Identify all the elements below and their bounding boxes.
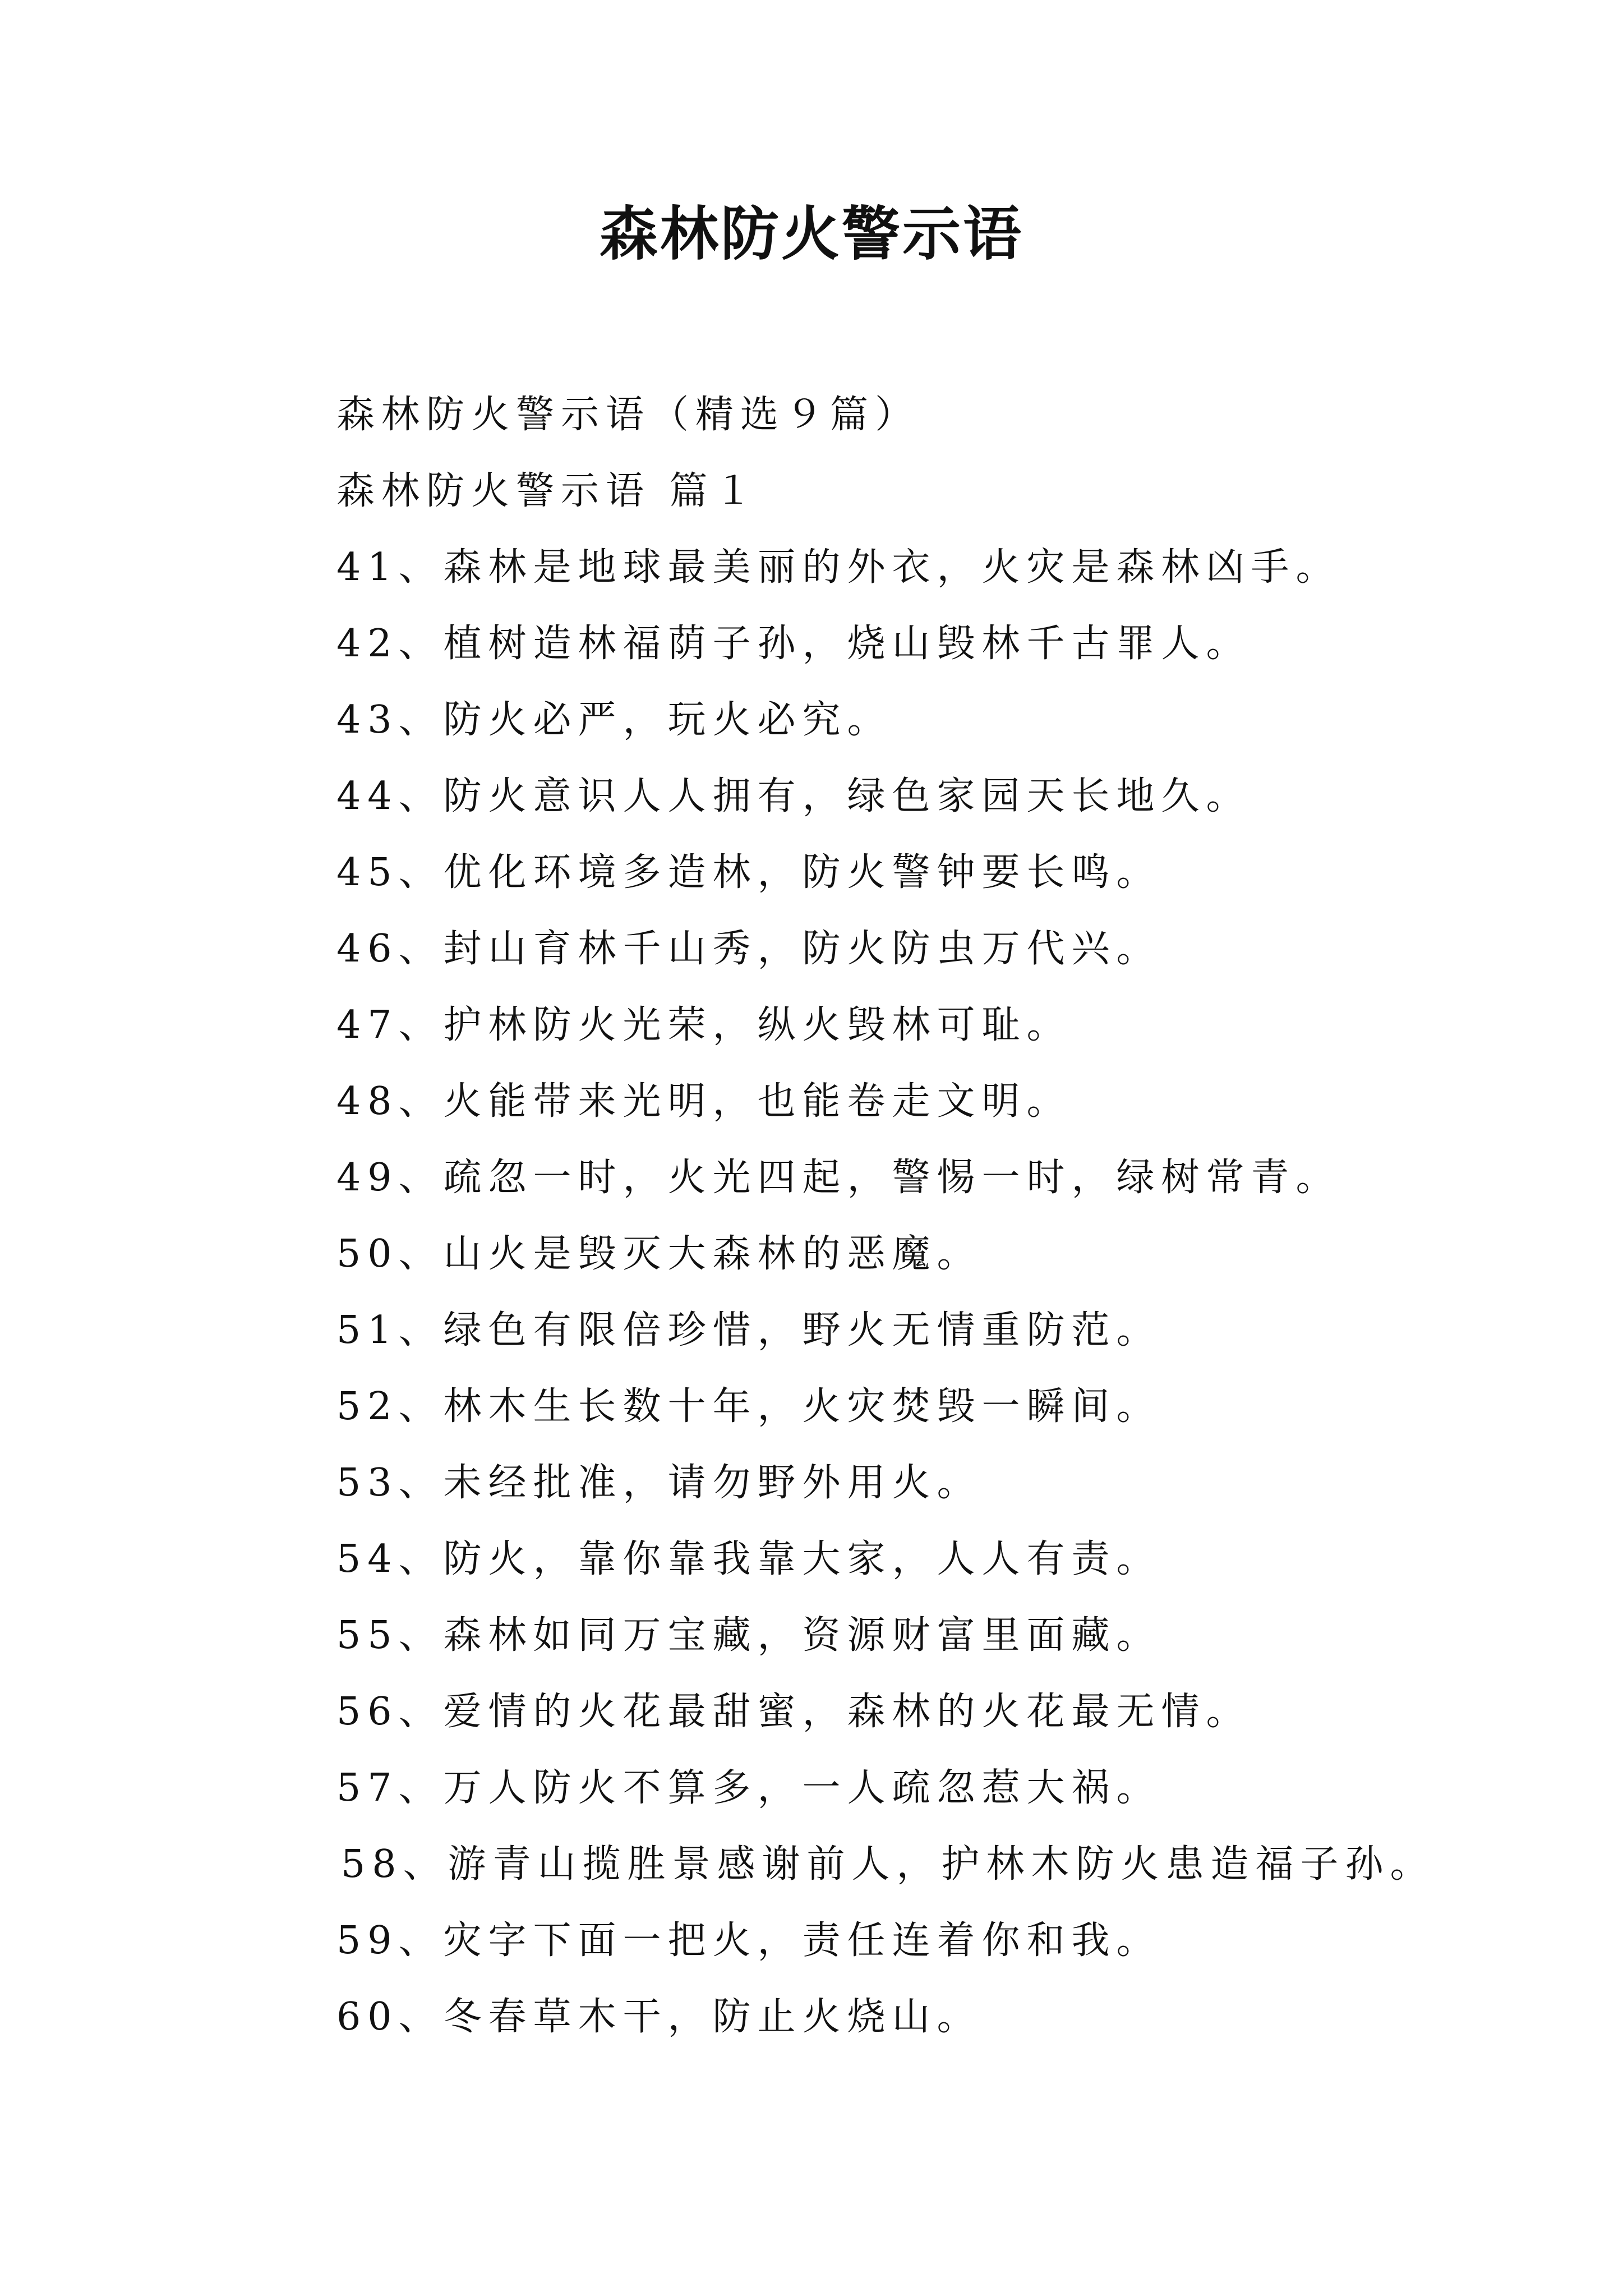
- slogan-item: 53、未经批准，请勿野外用火。: [336, 1461, 982, 1505]
- slogan-item: 55、森林如同万宝藏，资源财富里面藏。: [336, 1613, 1161, 1658]
- slogan-item: 58、游青山揽胜景感谢前人，护林木防火患造福子孙。: [341, 1842, 1435, 1887]
- slogan-item: 48、火能带来光明，也能卷走文明。: [336, 1079, 1072, 1124]
- slogan-item: 46、封山育林千山秀，防火防虫万代兴。: [336, 927, 1161, 971]
- slogan-item: 49、疏忽一时，火光四起，警惕一时，绿树常青。: [336, 1156, 1341, 1200]
- slogan-item: 45、优化环境多造林，防火警钟要长鸣。: [336, 850, 1161, 895]
- slogan-item: 52、林木生长数十年，火灾焚毁一瞬间。: [336, 1384, 1161, 1429]
- slogan-item: 44、防火意识人人拥有，绿色家园天长地久。: [336, 774, 1251, 818]
- document-body: [336, 377, 1570, 2055]
- slogan-item: 41、森林是地球最美丽的外衣，火灾是森林凶手。: [336, 545, 1341, 590]
- slogan-item: 56、爱情的火花最甜蜜，森林的火花最无情。: [336, 1690, 1251, 1734]
- slogan-item: 60、冬春草木干，防止火烧山。: [336, 1995, 982, 2039]
- document-title: 森林防火警示语: [599, 200, 1023, 268]
- slogan-item: 50、山火是毁灭大森林的恶魔。: [336, 1232, 982, 1276]
- slogan-item: 43、防火必严，玩火必究。: [336, 698, 892, 742]
- slogan-item: 54、防火，靠你靠我靠大家，人人有责。: [336, 1537, 1161, 1581]
- slogan-item: 42、植树造林福荫子孙，烧山毁林千古罪人。: [336, 622, 1251, 666]
- slogan-item: 59、灾字下面一把火，责任连着你和我。: [336, 1918, 1161, 1963]
- slogan-item: 51、绿色有限倍珍惜，野火无情重防范。: [336, 1308, 1161, 1352]
- section-heading: 森林防火警示语 篇１: [336, 469, 759, 513]
- slogan-item: 47、护林防火光荣，纵火毁林可耻。: [336, 1003, 1072, 1047]
- slogan-item: 57、万人防火不算多，一人疏忽惹大祸。: [336, 1766, 1161, 1810]
- document-subtitle: 森林防火警示语（精选９篇）: [336, 393, 920, 437]
